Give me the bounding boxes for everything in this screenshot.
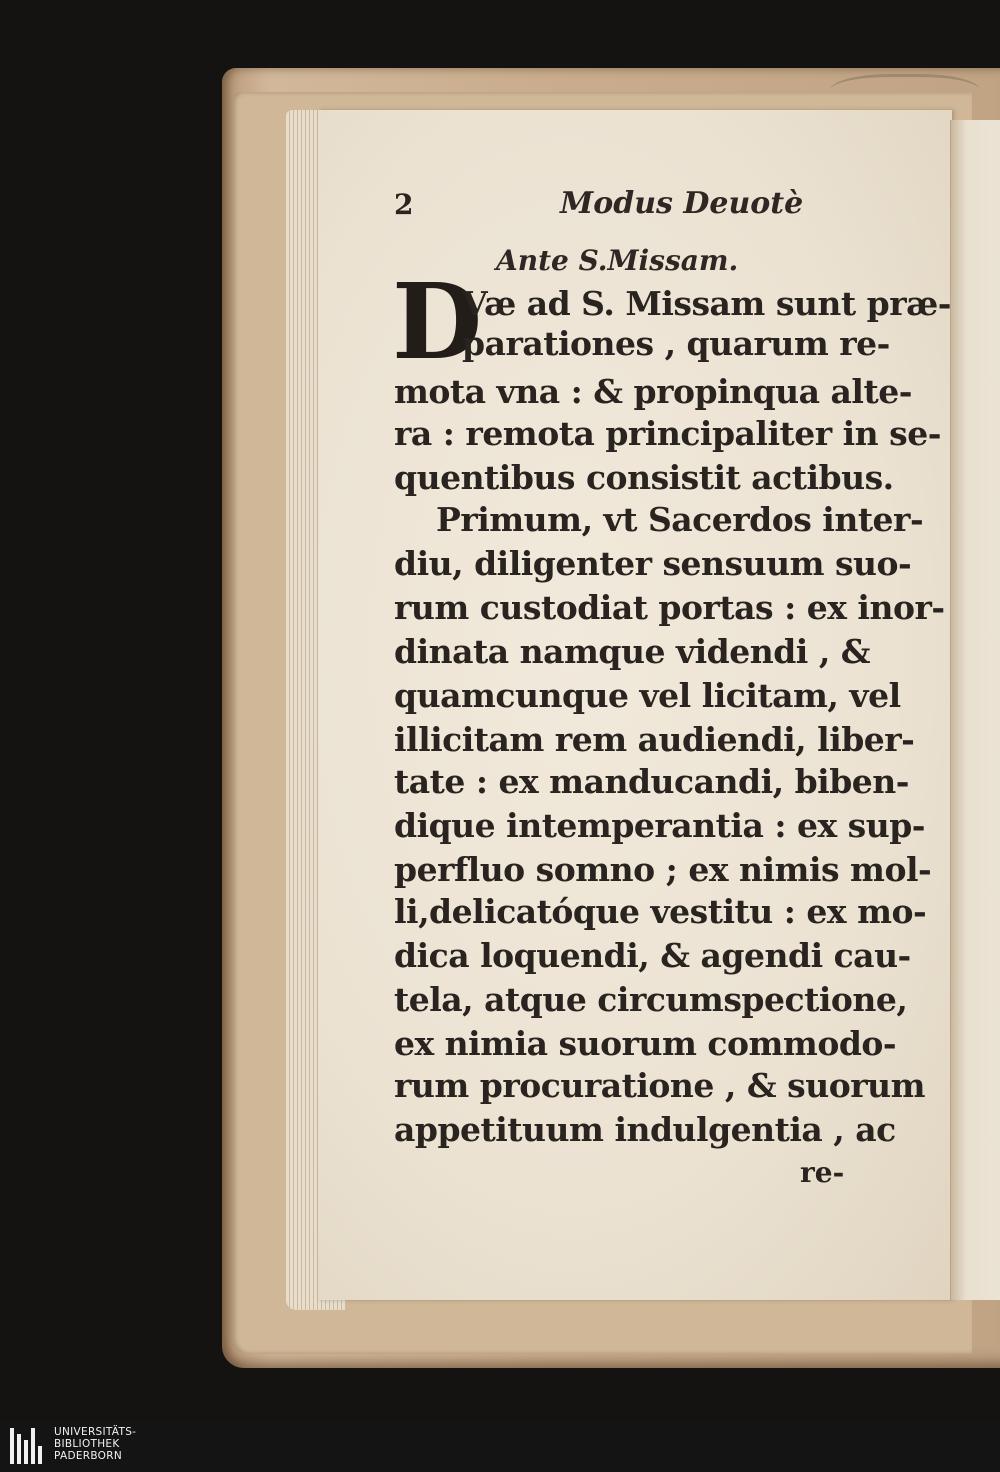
text-line: mota vna : & propinqua alte-	[394, 372, 912, 411]
catchword: re-	[800, 1156, 845, 1189]
text-line: quamcunque vel licitam, vel	[394, 676, 901, 715]
text-line: appetituum indulgentia , ac	[394, 1110, 896, 1149]
text-line: diu, diligenter sensuum suo-	[394, 544, 912, 583]
text-line: dinata namque videndi , &	[394, 632, 871, 671]
facing-page	[950, 120, 1000, 1300]
library-line-3: PADERBORN	[54, 1450, 122, 1462]
drop-cap: D	[392, 260, 483, 383]
text-line: parationes , quarum re-	[462, 324, 890, 363]
library-name	[54, 1426, 136, 1462]
text-line: Primum, vt Sacerdos inter-	[436, 500, 924, 539]
text-line: rum custodiat portas : ex inor-	[394, 588, 945, 627]
text-line: illicitam rem audiendi, liber-	[394, 720, 915, 759]
text-line: perfluo somno ; ex nimis mol-	[394, 850, 932, 889]
text-line: quentibus consistit actibus.	[394, 458, 894, 497]
text-line: Væ ad S. Missam sunt præ-	[462, 284, 951, 323]
library-footer	[0, 1420, 1000, 1472]
text-line: li,delicatóque vestitu : ex mo-	[394, 892, 927, 931]
page-number: 2	[394, 188, 414, 221]
text-line: ex nimia suorum commodo-	[394, 1024, 897, 1063]
running-head: Modus Deuotè	[560, 186, 804, 221]
text-line: dica loquendi, & agendi cau-	[394, 936, 911, 975]
text-line: tate : ex manducandi, biben-	[394, 762, 909, 801]
text-line: tela, atque circumspectione,	[394, 980, 908, 1019]
text-line: dique intemperantia : ex sup-	[394, 806, 925, 845]
section-title: Ante S.Missam.	[496, 244, 739, 277]
library-bars-icon	[10, 1428, 44, 1464]
library-line-2: BIBLIOTHEK	[54, 1438, 120, 1450]
binding-stitch	[830, 74, 980, 115]
text-line: rum procuratione , & suorum	[394, 1066, 926, 1105]
text-line: ra : remota principaliter in se-	[394, 414, 941, 453]
library-line-1: UNIVERSITÄTS-	[54, 1426, 137, 1438]
